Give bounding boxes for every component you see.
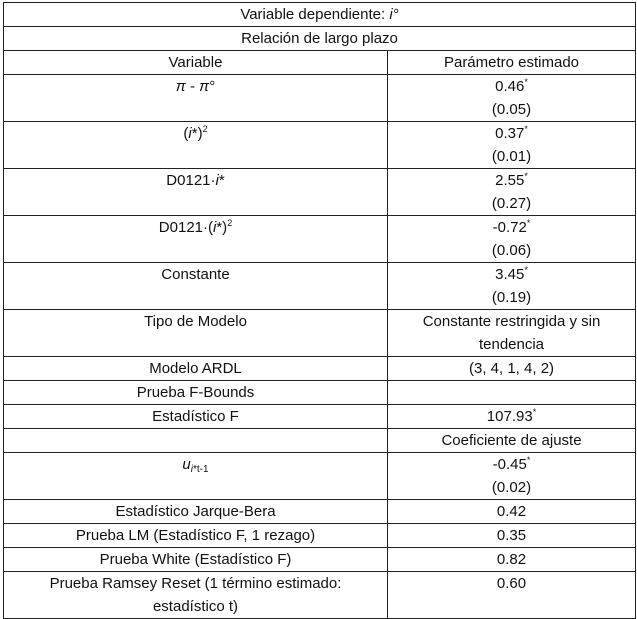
table-title bbox=[4, 3, 636, 27]
adjust-variable-cell bbox=[4, 453, 388, 500]
adjust-parameter-cell bbox=[388, 453, 636, 500]
adjust-row bbox=[4, 453, 636, 500]
subtitle-row bbox=[4, 27, 636, 51]
diagnostic-row bbox=[4, 524, 636, 548]
standard-error: (0.06) bbox=[491, 242, 532, 259]
ramsey-label-line1: Prueba Ramsey Reset (1 término estimado: bbox=[49, 575, 342, 592]
coefficient-value: 0.46 bbox=[495, 78, 525, 95]
coefficient-value: 0.37 bbox=[495, 125, 525, 142]
model-type-row bbox=[4, 310, 636, 357]
bounds-stat-label: Estadístico F bbox=[4, 405, 388, 429]
coefficient-row bbox=[4, 216, 636, 263]
bounds-stat-line bbox=[388, 405, 635, 428]
parameter-cell bbox=[388, 75, 636, 122]
coefficient-value: 107.93 bbox=[486, 408, 533, 425]
parameter-cell bbox=[388, 216, 636, 263]
significance-star: * bbox=[524, 265, 528, 275]
model-type-value bbox=[388, 310, 636, 357]
standard-error: (0.27) bbox=[491, 195, 532, 212]
coefficient-row bbox=[4, 263, 636, 310]
ardl-row bbox=[4, 357, 636, 381]
coefficient-line bbox=[388, 169, 635, 192]
significance-star: * bbox=[524, 124, 528, 134]
coefficient-row bbox=[4, 169, 636, 216]
adjust-header-row bbox=[4, 429, 636, 453]
ramsey-row bbox=[4, 572, 636, 619]
diagnostic-label: Prueba LM (Estadístico F, 1 rezago) bbox=[4, 524, 388, 548]
variable-label: Constante bbox=[161, 266, 230, 283]
table-subtitle: Relación de largo plazo bbox=[4, 27, 636, 51]
adjust-header-empty bbox=[4, 429, 388, 453]
adjust-standard-error: (0.02) bbox=[491, 479, 532, 496]
significance-star: * bbox=[526, 455, 531, 465]
bounds-row bbox=[4, 381, 636, 405]
adjust-variable-label: $u_{i*t-1}$ bbox=[182, 456, 209, 475]
coefficient-value: 3.45 bbox=[495, 266, 525, 283]
diagnostic-row bbox=[4, 500, 636, 524]
variable-label: $D0121\cdot(i*)^2$ bbox=[158, 218, 233, 236]
diagnostic-row bbox=[4, 548, 636, 572]
coefficient-row bbox=[4, 122, 636, 169]
coefficient-row bbox=[4, 75, 636, 122]
ramsey-value bbox=[388, 572, 636, 619]
adjust-header: Coeficiente de ajuste bbox=[388, 429, 636, 453]
diagnostic-value: 0.35 bbox=[388, 524, 636, 548]
diagnostic-label: Estadístico Jarque-Bera bbox=[4, 500, 388, 524]
variable-label: D0121·i* bbox=[166, 172, 225, 189]
coefficient-line bbox=[388, 216, 635, 239]
coefficient-value: -0.72 bbox=[492, 219, 527, 236]
variable-cell bbox=[4, 216, 388, 263]
ramsey-label bbox=[4, 572, 388, 619]
coefficient-line bbox=[388, 263, 635, 286]
title-prefix: Variable dependiente: bbox=[240, 6, 390, 23]
coefficient-line bbox=[388, 122, 635, 145]
model-type-label bbox=[4, 310, 388, 357]
coefficient-line bbox=[388, 75, 635, 98]
variable-cell bbox=[4, 263, 388, 310]
variable-label: π - π° bbox=[175, 78, 216, 95]
bounds-stat-value bbox=[388, 405, 636, 429]
variable-cell bbox=[4, 75, 388, 122]
significance-star: * bbox=[532, 407, 537, 417]
model-type-value-line2: tendencia bbox=[478, 336, 545, 353]
parameter-cell bbox=[388, 169, 636, 216]
significance-star: * bbox=[524, 171, 528, 181]
diagnostic-value: 0.82 bbox=[388, 548, 636, 572]
standard-error: (0.01) bbox=[491, 148, 532, 165]
ardl-label: Modelo ARDL bbox=[4, 357, 388, 381]
standard-error: (0.19) bbox=[491, 289, 532, 306]
model-type-value-line1: Constante restringida y sin bbox=[422, 313, 601, 330]
adjust-coefficient-line bbox=[388, 453, 635, 476]
ramsey-value-text: 0.60 bbox=[496, 575, 527, 592]
parameter-cell bbox=[388, 263, 636, 310]
bounds-empty bbox=[388, 381, 636, 405]
variable-cell bbox=[4, 169, 388, 216]
significance-star: * bbox=[526, 218, 531, 228]
significance-star: * bbox=[524, 77, 528, 87]
header-variable: Variable bbox=[4, 51, 388, 75]
results-table-container bbox=[3, 2, 635, 619]
title-row bbox=[4, 3, 636, 27]
header-parameter: Parámetro estimado bbox=[388, 51, 636, 75]
title-variable: i° bbox=[389, 6, 399, 23]
bounds-label: Prueba F-Bounds bbox=[4, 381, 388, 405]
coefficient-value: 2.55 bbox=[495, 172, 525, 189]
variable-cell bbox=[4, 122, 388, 169]
header-row bbox=[4, 51, 636, 75]
bounds-stat-row bbox=[4, 405, 636, 429]
ardl-value: (3, 4, 1, 4, 2) bbox=[388, 357, 636, 381]
parameter-cell bbox=[388, 122, 636, 169]
model-type-label-text: Tipo de Modelo bbox=[144, 313, 247, 330]
standard-error: (0.05) bbox=[491, 101, 532, 118]
variable-label: $(i*)^2$ bbox=[183, 124, 208, 142]
diagnostic-value: 0.42 bbox=[388, 500, 636, 524]
regression-results-table bbox=[3, 2, 636, 619]
coefficient-value: -0.45 bbox=[492, 456, 527, 473]
ramsey-label-line2: estadístico t) bbox=[152, 598, 239, 615]
diagnostic-label: Prueba White (Estadístico F) bbox=[4, 548, 388, 572]
